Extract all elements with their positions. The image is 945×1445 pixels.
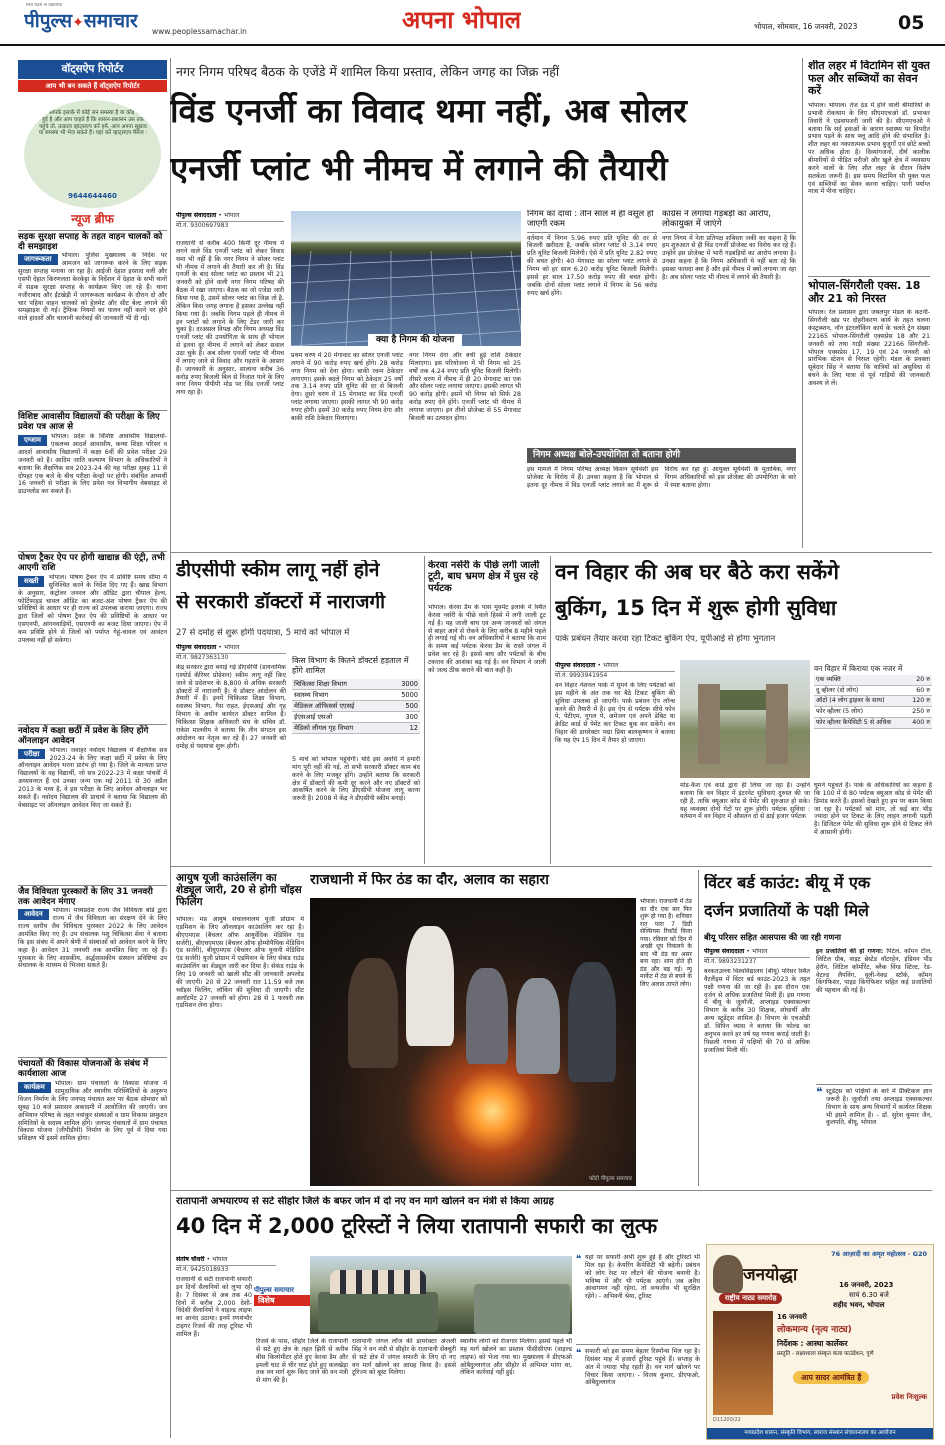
safari-quotes (576, 1254, 700, 1434)
fare-item: एक व्यक्ति (814, 675, 907, 685)
ad-invite: आप सादर आमंत्रित हैं (793, 1371, 869, 1384)
special-label (254, 1286, 312, 1306)
safari-col4: स्थानीय लोगों को रोजगार मिलेगा। इससे पहले भी यह मार्ग खोलने का प्रस्ताव पीसीसीएफ (वाइल्ड लाइफ) को भेजा गया था। मुख्यालय ने डीएफओ ओबैदुल्लागंज और सीहोर से अभिमत मांगा था, लेकिन कार्रवाई नहीं हुई। (460, 1338, 572, 1377)
fare-row (814, 685, 932, 696)
brief-text (18, 747, 167, 885)
fare-row (814, 675, 932, 685)
paper-logo (24, 10, 138, 33)
solar-plant-photo (291, 211, 521, 346)
special-tag: विशेष (254, 1295, 312, 1307)
lead-col4 (527, 210, 657, 446)
dacp-headline-line1: डीएसीपी स्कीम लागू नहीं होने (176, 560, 380, 581)
ayush-headline: आयुष यूजी काउंसलिंग का शेड्यूल जारी, 20 से होगी चॉइस फिलिंग (176, 872, 302, 909)
safari-col1: राजधानी से सटी रातापानी सफारी इन दिनों सैलानियों को लुभा रही है। 7 दिसंबर से अब तक 40 दिनों में करीब 2,000 देशी-विदेशी सैलानियों ने वाइल्ड लाइफ का आनंद उठाया। इनमें रणथंभौर टाइगर रिजर्व की तरह टूरिस्ट भी शामिल हैं। (176, 1276, 252, 1339)
brief-tag: कार्यक्रम (18, 1082, 51, 1093)
dept-name: चिकित्सा शिक्षा विभाग (292, 679, 389, 690)
section-title: अपना भोपाल (402, 6, 522, 34)
ad-subtitle: राष्ट्रीय नाट्य समारोह (719, 1293, 782, 1304)
birds-subhead: बीयू परिसर सहित आसपास की जा रही गणना (704, 932, 841, 942)
right-divider (802, 58, 803, 548)
sidebar-subtitle: आप भी बन सकते हैं वॉट्सऐप रिपोर्टर (18, 80, 167, 92)
gate-pillar (698, 684, 720, 764)
doctors-table (292, 656, 420, 734)
byline-mobile: मो.नं. 9425018933 (176, 1265, 229, 1273)
coldwave-photo-caption: भोपाल। राजधानी में ठंड का दौर एक बार फिर शुरू हो गया है। शनिवार रात पारा 7 डिग्री सेल्सियस रिकॉर्ड किया गया। रविवार को दिन में अच्छी धूप निकलने के बाद भी ठंड का असर बना रहा। शाम होते ही ठंड और बढ़ गई। न्यू मार्केट में ठंड से बचने के लिए अलाव तापते लोग। (640, 898, 692, 988)
ad-entry: प्रवेश निःशुल्क (891, 1393, 927, 1401)
solar-panels-icon (291, 211, 521, 346)
quote-icon: ❝ (576, 1348, 582, 1359)
fare-amount: 400 रु (907, 717, 932, 728)
chairman-box-text: इस मामले में निगम परिषद अध्यक्ष किशन सूर्यवंशी इस प्रोजेक्ट के विरोध में हैं। उनका कहना है कि भोपाल से इतना दूर नीमच में विंड एनर्जी प्लांट लगाने का मैं शुरू से विरोध कर रहा हूं। आयुक्त सूर्यवंशी के मुताबिक, नगर निगम अधिकारियों को इस प्रोजेक्ट की उपयोगिता के बारे में स्पष्ट बताना होगा। (527, 465, 796, 489)
byline-place: भोपाल (751, 948, 768, 955)
dateline: भोपाल, सोमवार, 16 जनवरी, 2023 (754, 22, 858, 31)
safari-headline: 40 दिन में 2,000 टूरिस्टों ने लिया रातापानी सफारी का लुत्फ (176, 1214, 658, 1238)
lead-byline (176, 212, 284, 229)
byline: पीपुल्स संवाददाता • भोपाल (704, 948, 810, 958)
brief-body: भोपाल। जवाहर नवोदय विद्यालय में शैक्षणिक सत्र 2023-24 के लिए कक्षा छठीं में प्रवेश के लिए ऑनलाइन आवेदन भरना प्रारंभ हो गया है। जिले के मान्यता प्राप्त विद्यालयों के वह विद्यार्थी, जो सत्र 2022-23 में कक्षा पांचवीं में अध्ययनरत हैं एवं उनका जन्म एक मई 2011 से 30 अप्रैल 2013 के मध्य है, वे इस परीक्षा के लिए आवेदन ऑनलाइन भर सकते हैं। नवोदय विद्यालय की प्राचार्य ने बताया कि विद्यालय की वेबसाइट पर ऑनलाइन आवेदन किए जा सकते हैं। (18, 746, 167, 809)
byline-mobile: मो.नं. 9300697983 (176, 221, 229, 229)
dfo-quote (576, 1344, 700, 1430)
lead-headline-line2: एनर्जी प्लांट भी नीमच में लगाने की तैयारी (170, 150, 668, 188)
fare-amount: 20 रु (907, 675, 932, 685)
bonfire-photo (310, 898, 636, 1186)
gate-pillar (766, 684, 788, 764)
byline-place: भोपाल (212, 1256, 228, 1263)
special-logo: पीपुल्स समाचार (254, 1286, 295, 1294)
row2-divider (170, 866, 932, 867)
dept-name: स्वास्थ्य विभाग (292, 689, 389, 700)
byline: पीपुल्स संवाददाता • भोपाल (176, 212, 284, 222)
vanvihar-byline (555, 662, 675, 679)
brief-item (18, 410, 167, 551)
doctors-table-row (292, 722, 420, 733)
brief-text (18, 252, 167, 410)
ad-poster-photo (713, 1311, 773, 1415)
byline-place: भोपाल (223, 212, 240, 219)
kerwa-divider (550, 556, 551, 864)
fare-item: फोर व्हीलर कैपेसिटी 5 से अधिक (814, 717, 907, 728)
ad-title: जनयोद्धा (743, 1265, 798, 1285)
tourist-group (330, 1270, 426, 1294)
col4-headline: निगम का दावा : तीन साल में ही वसूल हो जाएगी रकम (527, 210, 657, 233)
row3-divider (170, 1190, 932, 1191)
kerwa-headline: केरवा नर्सरी के पीछे लगी जाली टूटी, बाघ भ्रमण क्षेत्र में घुस रहे पर्यटक (428, 560, 540, 594)
photo-credit: फोटो पीपुल्स समाचार (589, 1176, 632, 1183)
byline-name: पीपुल्स संवाददाता (176, 644, 217, 651)
byline-mobile: मो.नं. 9893231237 (704, 957, 757, 965)
person-silhouette (406, 926, 454, 1046)
brief-text (18, 574, 167, 724)
brief-body: भोपाल। ग्राम पंचायतों के विकास योजना में सामुदायिक और स्थानीय परिस्थितियों के अनुरूप विजन निर्माण के लिए जनपद पंचायत स्तर पर बैठक सोमवार को सुबह 10 बजे प्रशासन अकादमी में आयोजित की जाएगी। जन अभियान परिषद के तहत नवांकुर संस्थाओं व ग्राम विकास प्रस्फुटन समितियों के सदस्य शामिल होंगे। जनपद पंचायतों में ग्राम पंचायत विकास योजना (जीपीडीपी) निर्माण के लिए पूर्व में दिया गया प्रशिक्षण भी इसमें शामिल होगा। (18, 1080, 167, 1143)
brief-item (18, 230, 167, 411)
byline-name: पीपुल्स संवाददाता (704, 948, 745, 955)
lead-col5 (662, 210, 796, 446)
birds-col1: बरकतउल्ला विश्वविद्यालय (बीयू) परिसर स्थित वैटलैंड्स में विंटर बर्ड काउंट-2023 के तहत पक्षी गणना की जा रही है। इस दौरान एक दर्जन से अधिक प्रजातियां मिली हैं। इस गणना में बीयू के जूलॉजी, अप्लाइड एक्वाकल्चर विभाग के करीब 30 शिक्षक, शोधार्थी और अन्य स्टूडेंट्स शामिल हैं। विभाग के एचओडी डॉ. विपिन व्यास ने बताया कि फोल्ड का अनुभव करने हर वर्ष यह गणना कराई जाती है। पिछली गणना में पक्षियों की 70 से अधिक प्रजातियां मिली थीं। (704, 968, 810, 1054)
whatsapp-promo (24, 100, 161, 208)
byline-mobile: मो.नं. 9827363130 (176, 653, 229, 661)
vanvihar-headline-line2: बुकिंग, 15 दिन में शुरू होगी सुविधा (555, 596, 837, 620)
vanvihar-subhead: पार्क प्रबंधन तैयार करवा रहा टिकट बुकिंग ऐप, यूपीआई से होगा भुगतान (555, 634, 776, 644)
birds-byline (704, 948, 810, 965)
safari-photo (310, 1256, 572, 1334)
brief-text (18, 1080, 167, 1238)
fare-table-grid (814, 675, 932, 728)
lead-col3: नगर निगम देगा और बची हुई राशि ठेकेदार मिलाएगा। इस परियोजना में भी निगम को 25 वर्षों तक 4.24 रुपए प्रति यूनिट बिजली मिलेगी। तीसरे चरण में नीमच में ही 20 मेगावाट का एक और सोलर प्लांट लगाया जाएगा। इसकी लागत भी 90 करोड़ होगी। इसमें भी निगम को सिर्फ 28 करोड़ रुपए देने होंगे। एनर्जी प्लांट भी नीमच में लगाया जाएगा। इन तीनों प्रोजेक्ट से 55 मेगावाट बिजली का उत्पादन होगा। (409, 352, 521, 422)
quote-icon: ❝ (576, 1254, 582, 1265)
ad-code: D11200/22 (713, 1417, 741, 1423)
safari-jeep (318, 1292, 438, 1332)
vc-quote (816, 1084, 932, 1168)
ad-badges: 76 आज़ादी का अमृत महोत्सव · G20 (831, 1250, 927, 1258)
chairman-box-head: निगम अध्यक्ष बोले-उपयोगिता तो बताना होगी (527, 448, 796, 463)
brief-body: भोपाल। पोषण ट्रैकर ऐप में प्रविष्टि समय सीमा में सुनिश्चित करने के निर्देश दिए गए हैं। खाद्य विभाग के अनुसार, कंट्रोलर जनरल और ऑडिट द्वारा चौपाल हेल्थ, फोर्टिफाइड चावल ऑडिट का बजट-अंश पोषण ट्रैकर ऐप की प्रविष्टियों के आधार पर ही राज्य को उपलब्ध कराया जाएगा। राज्य द्वारा जिलों को पोषण ट्रैकर ऐप की प्रविष्टियों के आधार पर एसएनपी, आंगनवाड़ियों, एसएनपी का बजट दिया जाएगा। ऐप में कम प्रविष्टि होने से जिलों को पर्याप्त गेहूं-चावल एवं आवंटन उपलब्ध नहीं हो सकेगा। (18, 573, 167, 644)
person-silhouette (516, 978, 560, 1074)
brief-body: भोपाल। प्रदेश के विशिष्ट आवासीय विद्यालयों-एकलव्य आदर्श आवासीय, कन्या शिक्षा परिसर व आदर्श आवासीय विद्यालयों में कक्षा 6वीं की प्रवेश परीक्षा 29 जनवरी को है। आदिम जाति कल्याण विभाग के अधिकारियों ने बताया कि शैक्षणिक सत्र 2023-24 की यह परीक्षा सुबह 11 से दोपहर एक बजे के बीच परीक्षा केन्द्रों पर होगी। संबंधित अभ्यर्थी 16 जनवरी से परीक्षा के लिए प्रवेश पत्र विभागीय वेबसाइट से डाउनलोड कर सकते हैं। (18, 433, 167, 496)
promo-phone[interactable]: 9644644460 (68, 192, 117, 201)
ad-date: 16 जनवरी, 2023 (839, 1281, 894, 1289)
masthead (0, 0, 945, 46)
dept-name: मेडिको लीगल गृह विभाग (292, 722, 389, 733)
website-link[interactable]: www.peoplessamachar.in (152, 27, 247, 36)
col4-text: वर्तमान में निगम 5.96 रुपए प्रति यूनिट की दर से बिजली खरीदता है, जबकि सोलर प्लांट से 3.14 रुपए प्रति यूनिट बिजली मिलेगी। ऐसे में प्रति यूनिट 2.82 रुपए की बचत होगी। 40 मेगावाट का सोलर प्लांट लगाने से निगम को हर साल 6.20 करोड़ यूनिट बिजली मिलेगी। इससे हर साल 17.50 करोड़ रुपए की बचत होगी। जबकि दोनों सोलर प्लांट लगाने में निगम के 56 करोड़ रुपए खर्च होंगे। (527, 234, 657, 297)
byline-place: भोपाल (223, 644, 240, 651)
fare-table-title: वन विहार में किराया एक नजर में (814, 664, 903, 673)
fare-row (814, 717, 932, 728)
byline: संतोष चौधरी • भोपाल (176, 1256, 276, 1266)
person-silhouette (568, 962, 616, 1082)
byline-name: पीपुल्स संवाददाता (176, 212, 217, 219)
byline: पीपुल्स संवाददाता • भोपाल (555, 662, 675, 672)
dacp-text1: केंद्र सरकार द्वारा बनाई गई डीएसीपी (डायनामिक एश्योर्ड कॅरियर प्रोग्रेशन) स्कीम लागू नहीं किए जाने से प्रदेशभर के 8,800 से अधिक सरकारी डॉक्टरों में नाराजगी है। ये डॉक्टर आंदोलन की तैयारी में हैं। इनमें चिकित्सा शिक्षा विभाग, स्वास्थ्य विभाग, गैस राहत, ईएसआई और गृह विभाग के अधीन कार्यरत डॉक्टर शामिल हैं। चिकित्सा शिक्षक अधिकारी संघ के सचिव डॉ. राकेश मालवीय ने बताया कि तीन संगठन इस आंदोलन का नेतृत्व कर रहे हैं। 27 जनवरी को दमोह से पदयात्रा शुरू होगी। (176, 664, 286, 750)
person-silhouette (348, 958, 398, 1068)
birds-species-head: इन प्रजातियों की हो गणना: (816, 948, 884, 955)
doctor-count: 12 (389, 722, 420, 733)
tourist-quote (576, 1254, 700, 1336)
vanvihar-col3: घूमने पहुंचते हैं। पार्क के अधिकारियों का कहना है कि 100 में से 80 पर्यटक क्यूआर कोड से पेमेंट की डिमांड करते हैं। इसको देखते हुए हम पर काम किया जा रहा है। पर्यटकों को मांग, तो कई बार भीड़ ज्यादा होने पर टिकट के लिए लाइन लगानी पड़ती है। डिजिटल पेमेंट की सुविधा शुरू होने से टिकट लेने में आसानी होगी। (814, 782, 932, 837)
vanvihar-headline-line1: वन विहार की अब घर बैठे करा सकेंगे (555, 560, 839, 584)
col5-headline: कांग्रेस ने लगाया गड़बड़ी का आरोप, लोकायुक्त में जाएंगे (662, 210, 796, 233)
train-text: भोपाल। रेल प्रशासन द्वारा जबलपुर मंडल के कटनी-सिंगरौली खंड पर दोहरीकरण कार्य के तहत चलना कंस्ट्रक्शन, नॉन इंटरलॉकिंग कार्य के चलते ट्रेन संख्या 22165 भोपाल-सिंगरौली एक्सप्रेस 18 और 21 जनवरी को तथा गाड़ी संख्या 22166 सिंगरौली-भोपाल एक्सप्रेस 17, 19 एवं 24 जनवरी को प्रारंभिक स्टेशन से निरस्त रहेगी। मंडल के प्रवक्ता सूबेदार सिंह ने बताया कि यात्रियों को असुविधा से बचने के लिए यात्रा से पूर्व गाड़ियों की जानकारी अवश्य ले लें। (808, 309, 930, 387)
coldwave-text: भोपाल। भोपाल। तेज ठंड में होने वाली बीमारियों के प्रभावी रोकथाम के लिए सीएमएचओ डॉ. प्रभाकर तिवारी ने एडवायजरी जारी की है। सीएमएचओ ने बताया कि सर्द हवाओं के कारण स्वास्थ्य पर विपरीत प्रभाव पड़ने के साथ फ्लू आदि होने की संभावित है। शीत लहर का नकारात्मक प्रभाव बुजुर्गों एवं छोटे बच्चों पर अधिक होता है। दिव्यांगजनों, दीर्घ कालीक बीमारियों से पीड़ित मरीजों और खुले क्षेत्र में व्यवसाय करने वालों के लिए शीत लहर के दौरान विशेष सतर्कता जरूरी है। इस समय विटामिन सी युक्त फल एवं सब्जियों का सेवन करना चाहिए। पानी पर्याप्त मात्रा में पीना चाहिए। (808, 101, 930, 196)
brief-item (18, 885, 167, 1058)
safari-col2: रिजर्व के पास, सीहोर जिले के रातापानी से सटे हुए क्षेत्र के तहत झिरी से करीब बीस किलोमीटर होते हुए केरवा डैम और इमली घाट से चीर घाट होते हुए कलखेड़ा तक वन मार्ग शुरू किए जाने की वन मंत्री से मांग की है। (256, 1338, 348, 1385)
byline-place: भोपाल (602, 662, 619, 669)
ad-presenter: प्रस्तुति - लक्ष्यशाला संस्कृत कला फाउंडेशन, पुणे (777, 1351, 874, 1357)
brief-tag: सख्ती (18, 576, 44, 587)
safari-col3: रातापानी जंगल लॉज की डायरेक्टर अंजली सिंह ने वन मंत्री से सीहोर के रातापानी सेंक्चुरी से सटे क्षेत्र में जंगल सफारी के लिए दो नए वन मार्ग खोलने का आग्रह किया है। इससे टूरिज्म को बूस्ट मिलेगा। (352, 1338, 456, 1377)
brief-tag: आवेदन (18, 909, 49, 920)
right-column (808, 60, 930, 548)
brief-tag: एग्जाम (18, 435, 47, 446)
ad-bust-icon (713, 1255, 743, 1293)
doctors-table-title: किस विभाग के कितने डॉक्टर्स हड़ताल में होंगे शामिल (292, 656, 409, 676)
fare-item: फोर व्हीलर (5 लोग) (814, 707, 907, 718)
logo-mark-icon: ✦ (72, 15, 84, 31)
fare-amount: 250 रु (907, 707, 932, 718)
sidebar (18, 60, 167, 1438)
birds-headline-line2: दर्जन प्रजातियों के पक्षी मिले (704, 902, 869, 920)
brief-headline: जैव विविधता पुरस्कारों के लिए 31 जनवरी तक आवेदन मंगाए (18, 886, 153, 907)
doctor-count: 300 (389, 711, 420, 722)
vanvihar-col1: वन विहार नेशनल पार्क में घूमने के लिए पर्यटकों को इस महीने के अंत तक घर बैठे टिकट बुकिंग की सुविधा उपलब्ध हो जाएगी। पार्क प्रबंधन ऐप लॉन्च करने की तैयारी में है। इस ऐप से पर्यटक सीधे फोन पे, पेटीएम, गूगल पे, अमेजन एवं अपने डेबिट या क्रेडिट कार्ड से पेमेंट कर टिकट बुक कर सकेंगे। वन विहार की डायरेक्टर पद्मा प्रिया बालकृष्णन ने बताया कि यह ऐप 15 दिन में तैयार हो जाएगा। (555, 682, 675, 745)
dacp-headline-line2: से सरकारी डॉक्टरों में नाराजगी (176, 592, 386, 613)
doctors-table-row (292, 700, 420, 711)
logo-right: समाचार (83, 10, 138, 32)
fare-row (814, 696, 932, 707)
tourist-quote-text: यहां पर सफारी अभी शुरू हुई है और टूरिस्टों भी मिल रहा है। केयरिंग कैपेसिटी भी बढ़ेगी। प्रबंधन को लोग रेस्ट पर लौटने की योजना बनानी है। भविष्य में और भी पर्यटक आएंगे। जब अवैध आवागमन नहीं रहेगा, तो वन्यजीव भी सुरक्षित रहेंगे। - अभिवनी श्रेया, टूरिस्ट (585, 1254, 700, 1301)
masthead-estd: मध्य प्रदेश से प्रकाशित (26, 3, 63, 8)
birds-species (816, 948, 932, 1078)
byline-name: संतोष चौधरी (176, 1256, 205, 1263)
vanvihar-col2: मोड-कैश एवं कार्ड द्वारा ही लिया जा रहा है। उन्होंने बताया कि वन विहार में इंटरनेट सुविधाएं दुरुस्त की जा रही हैं, ताकि क्यूआर कोड से पेमेंट की शुरुआत हो सके। यह व्यवस्था दोनों गेटों पर शुरू होगी। पर्यटक सुविधा : वर्तमान में वन विहार में औसतन दो से ढाई हजार पर्यटक (680, 782, 810, 821)
ad-director: निर्देशक : आस्था कार्लेकर (777, 1339, 848, 1348)
ayush-text: भोपाल। मप्र आयुष संचालनालय यूजी प्रोग्राम में एडमिशन के लिए ऑनलाइन काउंसलिंग कर रहा है। बीएएमएस (बैचलर ऑफ आयुर्वेदिक मेडिसिन एंड सर्जरी), बीएचएमएस (बैचलर ऑफ होम्योपैथिक मेडिसिन एंड सर्जरी), बीयूएमएस (बैचलर ऑफ यूनानी मेडिसिन एंड सर्जरी) यूजी प्रोग्राम में एडमिशन के लिए सेकंड राउंड काउंसलिंग का शेड्यूल जारी कर दिया है। सेकंड राउंड के लिए 19 जनवरी को खाली सीट की जानकारी अपलोड की जाएगी। 20 से 22 जनवरी रात 11.59 बजे तक च्वॉइस फिलिंग, लॉकिंग की सुविधा दी जाएगी। सीट अलॉटमेंट 27 जनवरी को होगा। 28 से 1 फरवरी तक एडमिशन लेना होगा। (176, 916, 304, 1010)
brief-item (18, 724, 167, 885)
vanvihar-gate-photo (680, 660, 810, 778)
lead-col2: प्रथम चरण में 20 मेगावाट का सोलर एनर्जी प्लांट लगाने में 90 करोड़ रुपए खर्च होंगे। 28 करोड़ नगर निगम को देना होगा। बाकी रकम ठेकेदार लगाएगा। इसके बदले निगम को ठेकेदार 25 वर्षों तक 3.14 रुपए प्रति यूनिट की दर से बिजली देगा। दूसरे चरण में 15 मेगावाट का विंड एनर्जी प्लांट लगाया जाएगा। इसकी लागत भी 90 करोड़ रुपए होगी। इसमें 30 करोड़ रुपए निगम देगा और बाकी राशि ठेकेदार मिलाएगा। (291, 352, 403, 422)
brief-headline: नवोदय में कक्षा छठीं में प्रवेश के लिए होंगे ऑनलाइन आवेदन (18, 725, 149, 746)
byline-mobile: मो.नं. 9993941954 (555, 671, 608, 679)
lead-kicker: नगर निगम परिषद बैठक के एजेंडे में शामिल किया प्रस्ताव, लेकिन जगह का जिक्र नहीं (176, 64, 560, 79)
brief-headline: सड़क सुरक्षा सप्ताह के तहत वाहन चालकों को दी समझाइश (18, 231, 163, 252)
person-silhouette (466, 968, 508, 1064)
birds-divider (698, 870, 699, 1186)
sidebar-divider (170, 58, 171, 1438)
fare-item: दू व्हीलर (दो लोग) (814, 685, 907, 696)
event-advertisement (706, 1244, 934, 1440)
vc-quote-text: स्टूडेंट्स को पक्षियों के बारे में प्रैक्टिकल ज्ञान जरूरी है। जूलॉजी तथा अप्लाइड एक्वाकल्चर विभाग के साथ अन्य विभागों में कार्यरत शिक्षक भी इसमें शामिल हैं। - डॉ. सुरेश कुमार जैन, कुलपति, बीयू, भोपाल (826, 1088, 932, 1127)
coldwave-headline: शीत लहर में विटामिन सी युक्त फल और सब्जियों का सेवन करें (808, 60, 930, 98)
doctors-table-row (292, 679, 420, 690)
birds-species-list: पिंटेल, कॉमन टील, लिटिल ग्रीब, वाइट ब्रेस्टेड वॉटरहेन, इंडियन पौंड हेरॉन, लिटिल कॉर्मोरेंट, ब्लैक विंग्ड स्टिल्ट, रेड-वेटल्ड लैपविंग, वूली-नेक्ड स्टॉर्क, कॉमन किंगफिशर, पाइड किंगफिशर सहित कई प्रजातियों की पहचान की गई है। (816, 948, 932, 995)
ad-time: सायं 6.30 बजे (849, 1291, 889, 1299)
logo-left: पीपुल्स (24, 10, 73, 32)
dept-name: मेडिकल ऑफिसर्स एएसई (292, 700, 389, 711)
coldwave-photo-headline: राजधानी में फिर ठंड का दौर, अलाव का सहारा (310, 872, 549, 888)
train-headline: भोपाल-सिंगरौली एक्स. 18 और 21 को निरस्त (808, 276, 930, 305)
quote-icon: ❝ (816, 1085, 823, 1099)
safari-byline (176, 1256, 276, 1273)
doctor-count: 500 (389, 700, 420, 711)
ad-day-label: 16 जनवरी (777, 1313, 807, 1321)
fare-item: ऑटो (4 लोग ड्राइवर के साथ) (814, 696, 907, 707)
fare-table (814, 664, 932, 729)
brief-headline: पंचायतों की विकास योजनाओं के संबंध में कार्यशाला आज (18, 1059, 149, 1080)
doctors-table-row (292, 711, 420, 722)
doctors-table-grid (292, 679, 420, 734)
doctors-table-row (292, 689, 420, 700)
safari-jeep (474, 1284, 570, 1334)
lead-headline-line1: विंड एनर्जी का विवाद थमा नहीं, अब सोलर (170, 92, 687, 130)
brief-text (18, 433, 167, 551)
dacp-subhead: 27 से दमोह से शुरू होगी पदयात्रा, 5 मार्च को भोपाल में (176, 628, 350, 638)
col5-text: नगर निगम में नेता प्रतिपक्ष शबिस्ता जकी का कहना है कि हम शुरुआत से ही विंड एनर्जी प्रोजेक्ट का विरोध कर रहे हैं। उन्होंने इस प्रोजेक्ट में भारी गड़बड़ियों का आरोप लगाया है। उनका कहना है कि निगम अधिकारी ये नहीं बता रहे कि इसका फायदा क्या है और इसे नीमच में क्यों लगाया जा रहा है। अब सोलर प्लांट भी नीमच में लगाने की तैयारी है। (662, 234, 796, 281)
doctor-count: 5000 (389, 689, 420, 700)
dacp-byline (176, 644, 286, 661)
ad-footer: मध्यप्रदेश शासन, संस्कृति विभाग, स्वराज संस्थान संचालनालय का आयोजन (707, 1428, 933, 1439)
ad-venue: शहीद भवन, भोपाल (833, 1301, 885, 1309)
brief-tag: परीक्षा (18, 749, 45, 760)
brief-item (18, 551, 167, 724)
dacp-divider (424, 556, 425, 864)
brief-body: भोपाल। पुलिस मुख्यालय के निर्देश पर आमजन को जागरूक करने के लिए सड़क सुरक्षा सप्ताह मनाया जा रहा है। आईजी देहात इरशाद वली और एसपी देहात किरणलता केरकेट्टा के निर्देशन में देहात के सभी थानों में सड़क सुरक्षा सप्ताह के कार्यक्रम किए जा रहे हैं। थाना नजीराबाद और ईंटखेड़ी में जागरूकता कार्यक्रम के दौरान दो और चार पहिया वाहन चालकों को हेलमेट और सीट बेल्ट लगाने की समझाइश दी गई। ट्रैफिक नियमों का पालन नहीं करने पर होने वाले हादसों और चालानी कार्रवाई की जानकारी भी दी गई। (18, 252, 167, 323)
fare-amount: 60 रु (907, 685, 932, 696)
ad-play: लोकमान्य (नृत्य नाट्य) (777, 1325, 852, 1335)
dacp-text2: 5 मार्च को भोपाल पहुंचेगी। यदि इस अवधि में हमारी मांग पूरी नहीं की गई, तो सभी सरकारी डॉक्टर काम बंद करने के लिए मजबूर होंगे। उन्होंने बताया कि सरकारी क्षेत्र में डॉक्टरों की कमी दूर करने और नए डॉक्टरों को आकर्षित करने के लिए डीएसीपी योजना लागू करना जरूरी है। 2008 में केंद्र ने डीएसीपी स्कीम बनाई। (292, 756, 420, 803)
chairman-box (527, 448, 796, 542)
brief-headline: विशिष्ट आवासीय विद्यालयों की परीक्षा के लिए प्रवेश पत्र आज से (18, 412, 160, 433)
brief-headline: पोषण ट्रैकर ऐप पर होगी खाद्यान्न की एंट्री, तभी आएगी राशि (18, 553, 165, 574)
row1-divider (170, 552, 932, 553)
brief-item (18, 1057, 167, 1238)
solar-photo-caption: क्या है निगम की योजना (368, 334, 462, 347)
byline: पीपुल्स संवाददाता • भोपाल (176, 644, 286, 654)
gate-sign (720, 690, 766, 710)
ratapani-banner: रातापानी अभयारण्य से सटे सीहोर जिले के बफर जोन में दो नए वन मार्ग खोलने वन मंत्री से किया आग्रह (176, 1196, 554, 1207)
promo-text: यदि आपके इलाके में कोई जन समस्या है या कोई घटना हुई है और आप चाहते हैं कि शासन-प्रशासन उस तक पहुंचे तो, तत्काल व्हाट्सएप करें हमें, आप अपना सुझाव या समस्या भी भेज सकते हैं। यहां करें व्हाट्सएप मैसेज : (38, 110, 148, 137)
birds-col2 (816, 948, 932, 1180)
brief-tag: जागरूकता (18, 254, 58, 265)
dept-name: ईएसआई एसओ (292, 711, 389, 722)
dfo-quote-text: सफारी को इस समय बेहतर रिस्पॉन्स मिल रहा है। दिसंबर माह में हजारों टूरिस्ट पहुंचे हैं। सप्ताह के अंत में ज्यादा भीड़ रहती है। वन मार्ग खोलने पर विचार किया जाएगा। - विजय कुमार, डीएफओ, ओबैदुल्लागंज (585, 1348, 700, 1387)
birds-headline-line1: विंटर बर्ड काउंट: बीयू में एक (704, 874, 871, 892)
lead-col1: राजधानी से करीब 400 किमी दूर नीमच में लगने वाले विंड एनर्जी प्लांट को लेकर विवाद थमा भी नहीं है कि नगर निगम ने सोलर प्लांट भी नीमच में लगाने की तैयारी कर ली है। विंड एनर्जी के बाद सोलर प्लांट का प्रस्ताव भी 21 जनवरी को होने वाली नगर निगम परिषद की बैठक में रखा जाएगा। बैठक का जो एजेंडा जारी किया गया है, उसमें सोलर प्लांट का जिक्र तो है, लेकिन किस जगह लगाना है इसका उल्लेख नहीं किया गया है। जबकि निगम पहले ही नीमच में इन प्लांटों को लगाने के लिए टेंडर जारी कर चुका है। दरअसल विपक्ष और निगम अध्यक्ष विंड एनर्जी प्लांट की उपयोगिता के साथ ही भोपाल से इतना दूर नीमच में लगाने को लेकर सवाल उठा चुके हैं। अब सोलर एनर्जी प्लांट भी नीमच में लगाए जाने से विवाद और गहराने के आसार हैं। जानकारी के अनुसार, सालाना करीब 36 करोड़ रुपए बिजली बिल से निजात पाने के लिए नगर निगम पीपीपी मोड पर विंड एनर्जी प्लांट लगा रहा है। (176, 240, 284, 397)
news-brief-title: न्यूज ब्रीफ (71, 212, 114, 227)
fare-amount: 120 रु (907, 696, 932, 707)
brief-body: भोपाल। मध्यप्रदेश राज्य जैव विविधता बोर्ड द्वारा राज्य में जैव विविधता का संरक्षण देने के लिए राज्य स्तरीय जैव विविधता पुरस्कार 2022 के लिए आवेदन आमंत्रित किए गए हैं। उप संचालक पशु चिकित्सा सेवा ने बताया कि इस संबंध में अपने श्रेणी में संस्थाओं को आवेदन करने के लिए कहा है। आवेदन 31 जनवरी तक आमंत्रित किए जा रहे हैं। पुरस्कार के लिए शासकीय, अर्द्धशासकीय संस्थान प्रविष्टियां उप संचालक के माध्यम से भिजवा सकते हैं। (18, 907, 167, 970)
doctor-count: 3000 (389, 679, 420, 690)
byline-name: पीपुल्स संवाददाता (555, 662, 596, 669)
sidebar-title: वॉट्सऐप रिपोर्टर (18, 60, 167, 79)
kerwa-text: भोपाल। केरवा डैम के पास मूवमेंट इलाके में स्थित केरवा नर्सरी के पीछे वाले हिस्से में लगी जाली टूट गई है। यह जाली बाघ एवं अन्य जानवरों को जंगल से बाहर आने से रोकने के लिए करीब 8 महीने पहले ही लगाई गई थी। वन अधिकारियों ने बताया कि शाम के समय कई पर्यटक केरवा डैम के रास्ते जंगल में प्रवेश कर रहे हैं। इससे बाघ और पर्यटकों के बीच टकराव की आशंका बढ़ गई है। वन विभाग ने जाली को जल्द ठीक कराने की बात कही है। (428, 604, 546, 674)
fare-row (814, 707, 932, 718)
page-number: 05 (898, 12, 925, 34)
brief-text (18, 907, 167, 1057)
